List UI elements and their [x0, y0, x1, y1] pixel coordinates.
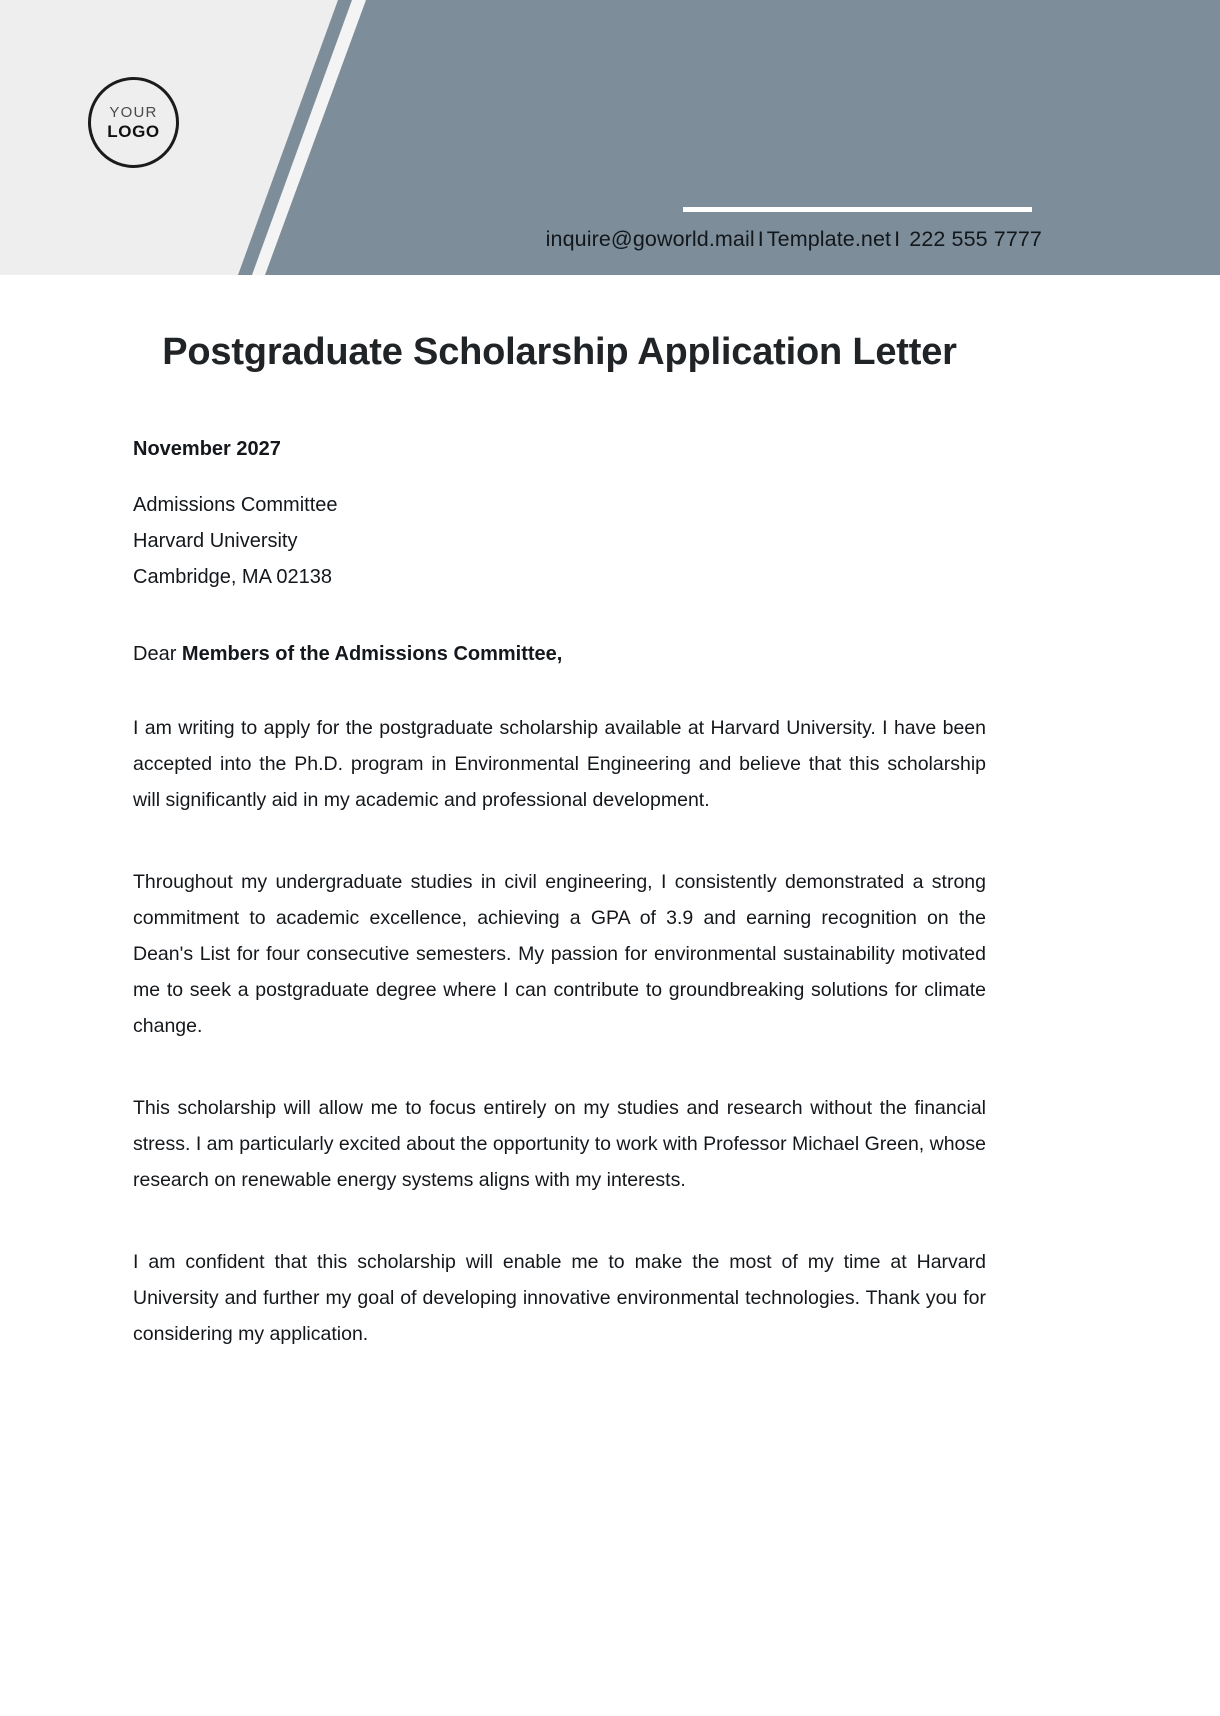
recipient-address-block [133, 487, 986, 595]
recipient-line-2: Harvard University [133, 529, 298, 552]
contact-email: inquire@goworld.mail [545, 227, 755, 251]
body-paragraph: This scholarship will allow me to focus entirely on my studies and research without the financial stress. I am particularly excited about the opportunity to work with Professor Michael Green, whose research on renewable energy systems aligns with my interests. [133, 1096, 986, 1191]
salutation-line [133, 643, 986, 666]
recipient-line-1: Admissions Committee [133, 493, 338, 516]
body-paragraph: Throughout my undergraduate studies in civil engineering, I consistently demonstrated a strong commitment to academic excellence, achieving a GPA of 3.9 and earning recognition on the Dean's List for four consecutive semesters. My passion for environmental sustainability motivated me to seek a postgraduate degree where I can contribute to groundbreaking solutions for climate change. [133, 870, 986, 1037]
salutation-addressee: Members of the Admissions Committee, [181, 642, 563, 665]
logo-logo-text: LOGO [107, 122, 160, 141]
recipient-line-3: Cambridge, MA 02138 [133, 565, 333, 588]
page-title: Postgraduate Scholarship Application Letter [162, 331, 957, 373]
contact-separator-2: I [894, 227, 901, 251]
salutation-greeting: Dear [133, 642, 182, 665]
logo-placeholder [88, 77, 179, 168]
contact-phone: 222 555 7777 [909, 227, 1042, 251]
body-paragraph: I am confident that this scholarship will enable me to make the most of my time at Harvard University and further my goal of developing innovative environmental technologies. Thank you for considering my application. [133, 1250, 986, 1345]
header-divider-rule [683, 207, 1032, 212]
header-contact-line [546, 227, 1042, 252]
letter-content [133, 330, 986, 1352]
letterhead-banner [0, 0, 1220, 275]
contact-website: Template.net [766, 227, 892, 251]
body-paragraph: I am writing to apply for the postgraduate scholarship available at Harvard University. I have been accepted into the Ph.D. program in Environmental Engineering and believe that this scholarship will significantly aid in my academic and professional development. [133, 716, 986, 811]
letter-date: November 2027 [133, 437, 281, 460]
logo-your-text: YOUR [109, 104, 158, 121]
contact-separator-1: I [757, 227, 764, 251]
